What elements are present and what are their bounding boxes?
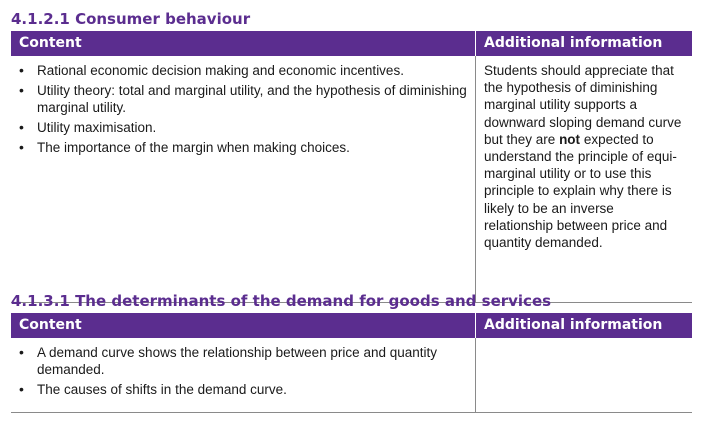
info-text-part: expected to understand the principle of equi-marginal utility or to use this principle to explain why there is likely to be an inverse relationship between price and quantity demanded.	[484, 131, 677, 251]
list-item: • The importance of the margin when making choices.	[17, 139, 467, 156]
section-demand-determinants	[11, 290, 692, 413]
section-heading: 4.1.2.1 Consumer behaviour	[11, 10, 251, 28]
additional-information-column-header: Additional information	[484, 35, 663, 51]
content-cell	[11, 56, 476, 302]
additional-information-column-header: Additional information	[484, 317, 663, 333]
content-bullet-list	[17, 62, 467, 156]
table-row	[11, 56, 692, 303]
content-column-header: Content	[11, 313, 476, 338]
additional-information-cell	[476, 338, 692, 412]
table-row	[11, 338, 692, 413]
list-item: • Utility maximisation.	[17, 119, 467, 136]
table-header-row	[11, 31, 692, 56]
list-item: • The causes of shifts in the demand curve.	[17, 381, 467, 398]
content-cell	[11, 338, 476, 412]
info-emphasis: not	[559, 131, 581, 147]
list-item: • A demand curve shows the relationship between price and quantity demanded.	[17, 344, 467, 378]
section-consumer-behaviour	[11, 8, 692, 303]
content-column-header: Content	[11, 31, 476, 56]
table-header-row	[11, 313, 692, 338]
additional-information-cell	[476, 56, 692, 302]
list-item: • Utility theory: total and marginal utility, and the hypothesis of diminishing marginal utility.	[17, 82, 467, 116]
section-heading: 4.1.3.1 The determinants of the demand for goods and services	[11, 292, 552, 310]
list-item: • Rational economic decision making and economic incentives.	[17, 62, 467, 79]
content-bullet-list	[17, 344, 467, 398]
info-text-part: Students should appreciate that the hypothesis of diminishing marginal utility supports a downward sloping demand curve but they are	[484, 63, 682, 147]
